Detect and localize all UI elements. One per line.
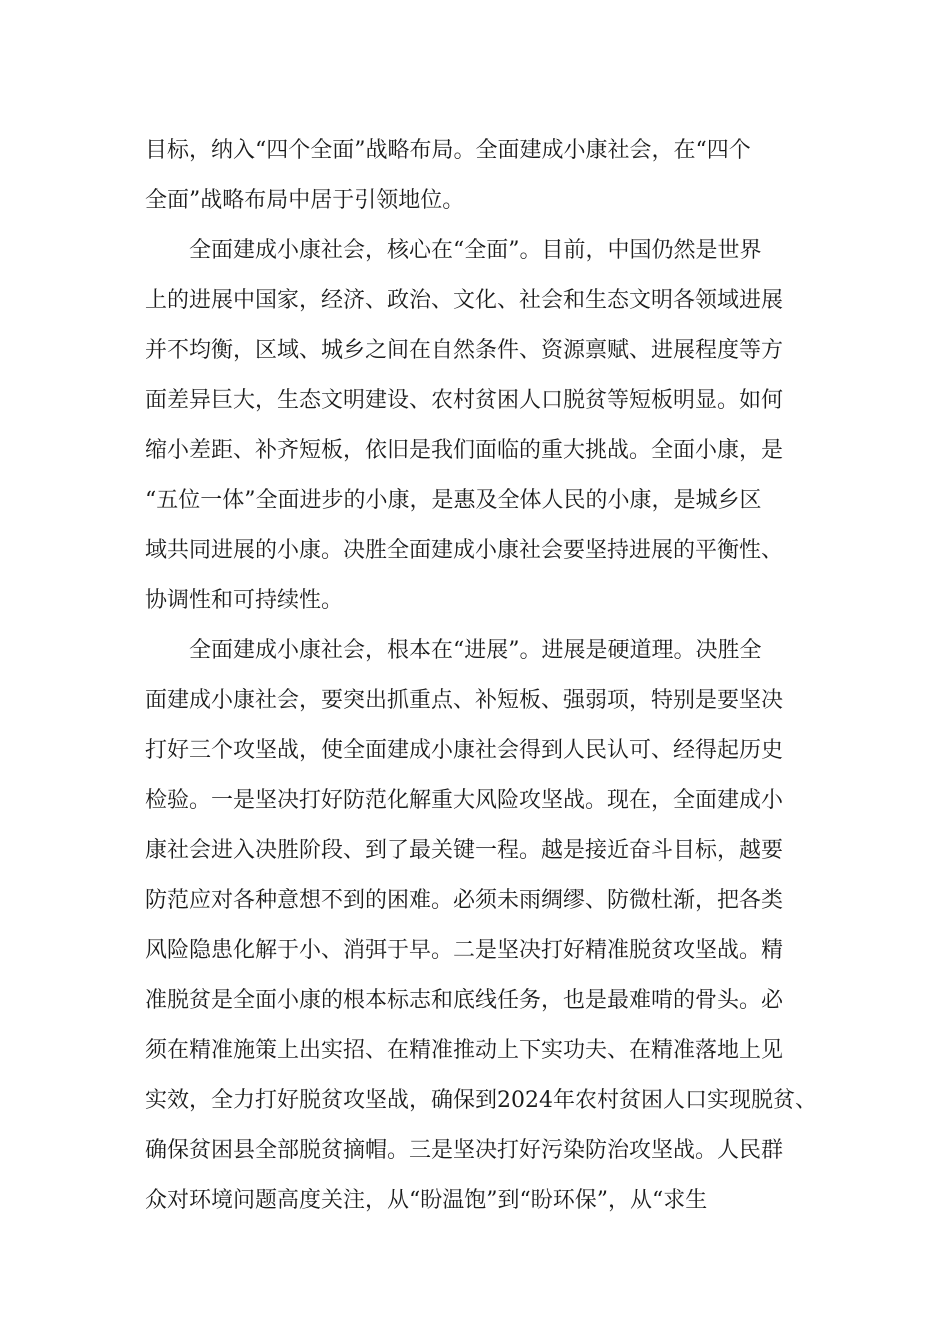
paragraph-first-line: 全面建成小康社会，核心在“全面”。目前，中国仍然是世界 <box>189 238 762 263</box>
text-line: 须在精准施策上出实招、在精准推动上下实功夫、在精准落地上见 <box>145 1038 784 1063</box>
text-line: 检验。一是坚决打好防范化解重大风险攻坚战。现在，全面建成小 <box>145 788 784 813</box>
text-line: 防范应对各种意想不到的困难。必须未雨绸缪、防微杜渐，把各类 <box>145 888 784 913</box>
text-line: 缩小差距、补齐短板，依旧是我们面临的重大挑战。全面小康，是 <box>145 438 784 463</box>
text-line: 面建成小康社会，要突出抓重点、补短板、强弱项，特别是要坚决 <box>145 688 784 713</box>
text-line: 众对环境问题高度关注，从“盼温饱”到“盼环保”，从“求生 <box>145 1188 708 1213</box>
text-line: 域共同进展的小康。决胜全面建成小康社会要坚持进展的平衡性、 <box>145 538 784 563</box>
text-line: “五位一体”全面进步的小康，是惠及全体人民的小康，是城乡区 <box>145 488 762 513</box>
text-line: 面差异巨大，生态文明建设、农村贫困人口脱贫等短板明显。如何 <box>145 388 784 413</box>
text-line: 打好三个攻坚战，使全面建成小康社会得到人民认可、经得起历史 <box>145 738 784 763</box>
text-line: 目标，纳入“四个全面”战略布局。全面建成小康社会，在“四个 <box>145 138 751 163</box>
text-line: 并不均衡，区域、城乡之间在自然条件、资源禀赋、进展程度等方 <box>145 338 784 363</box>
text-line: 全面”战略布局中居于引领地位。 <box>145 188 465 213</box>
text-line: 风险隐患化解于小、消弭于早。二是坚决打好精准脱贫攻坚战。精 <box>145 938 784 963</box>
text-line: 实效，全力打好脱贫攻坚战，确保到2024年农村贫困人口实现脱贫、 <box>145 1088 817 1113</box>
text-line: 康社会进入决胜阶段、到了最关键一程。越是接近奋斗目标，越要 <box>145 838 784 863</box>
text-line: 上的进展中国家，经济、政治、文化、社会和生态文明各领域进展 <box>145 288 784 313</box>
text-line: 协调性和可持续性。 <box>145 588 344 613</box>
paragraph-first-line: 全面建成小康社会，根本在“进展”。进展是硬道理。决胜全 <box>189 638 762 663</box>
text-line: 确保贫困县全部脱贫摘帽。三是坚决打好污染防治攻坚战。人民群 <box>145 1138 784 1163</box>
text-line: 准脱贫是全面小康的根本标志和底线任务，也是最难啃的骨头。必 <box>145 988 784 1013</box>
body-text <box>145 126 817 1226</box>
